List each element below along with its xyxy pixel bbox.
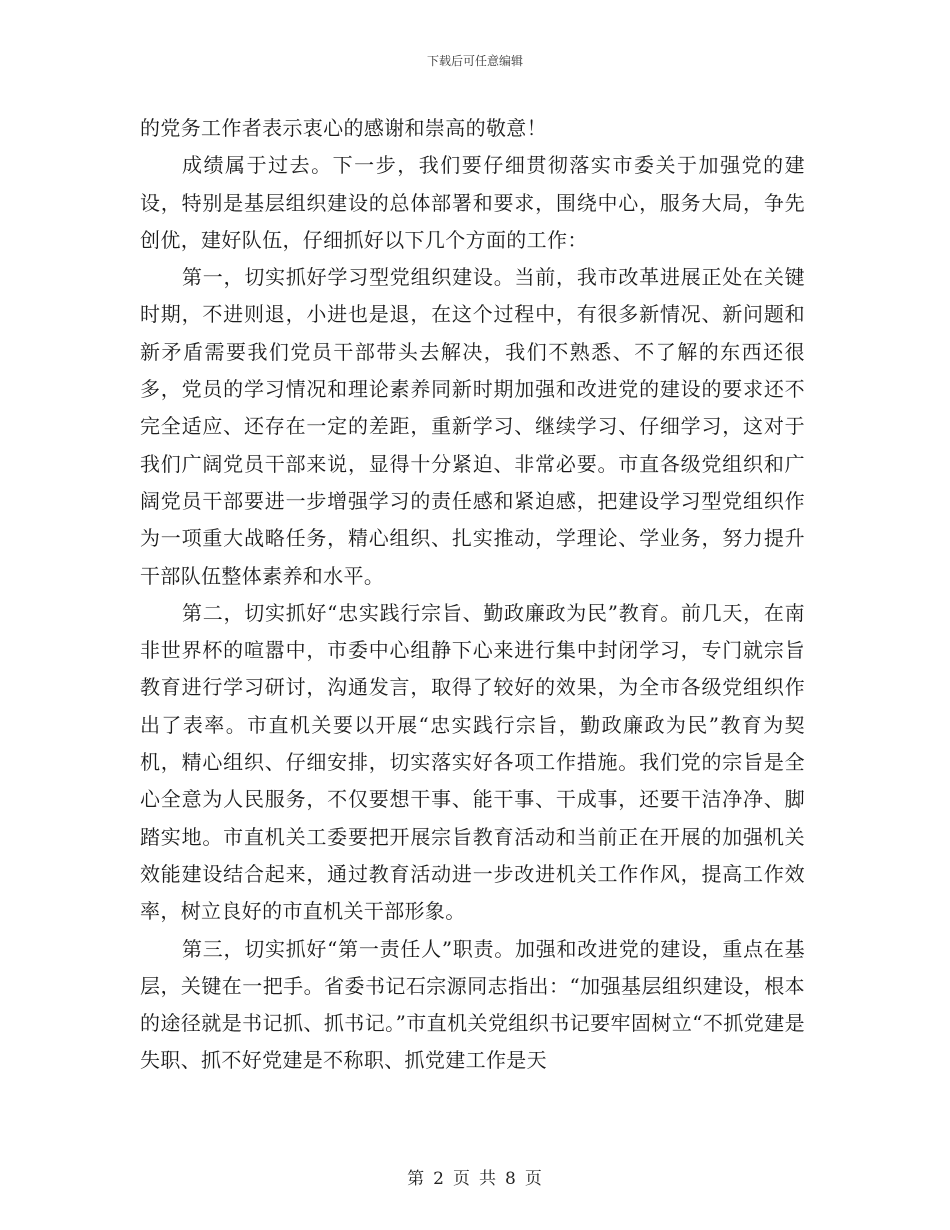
document-body xyxy=(140,110,805,1080)
paragraph-2: 成绩属于过去。下一步，我们要仔细贯彻落实市委关于加强党的建设，特别是基层组织建设的总体部署和要求，围绕中心，服务大局，争先创优，建好队伍，仔细抓好以下几个方面的工作： xyxy=(140,153,805,252)
header-note: 下载后可任意编辑 xyxy=(426,54,523,68)
paragraph-4: 第二，切实抓好“忠实践行宗旨、勤政廉政为民”教育。前几天，在南非世界杯的喧嚣中，市委中心组静下心来进行集中封闭学习，专门就宗旨教育进行学习研讨，沟通发言，取得了较好的效果，为全市各级党组织作出了表率。市直机关要以开展“忠实践行宗旨，勤政廉政为民”教育为契机，精心组织、仔细安排，切实落实好各项工作措施。我们党的宗旨是全心全意为人民服务，不仅要想干事、能干事、干成事，还要干洁净净、脚踏实地。市直机关工委要把开展宗旨教育活动和当前正在开展的加强机关效能建设结合起来，通过教育活动进一步改进机关工作作风，提高工作效率，树立良好的市直机关干部形象。 xyxy=(140,600,805,924)
paragraph-5: 第三，切实抓好“第一责任人”职责。加强和改进党的建设，重点在基层，关键在一把手。省委书记石宗源同志指出：“加强基层组织建设，根本的途径就是书记抓、抓书记。”市直机关党组织书记要牢固树立“不抓党建是失职、抓不好党建是不称职、抓党建工作是天 xyxy=(140,936,805,1073)
page-number-footer xyxy=(0,1164,950,1189)
current-page-number: 2 xyxy=(433,1169,445,1189)
page-label: 页 xyxy=(453,1169,471,1189)
total-page-count: 8 xyxy=(505,1169,517,1189)
total-label: 共 xyxy=(479,1169,497,1189)
paragraph-3: 第一，切实抓好学习型党组织建设。当前，我市改革进展正处在关键时期，不进则退，小进也是退，在这个过程中，有很多新情况、新问题和新矛盾需要我们党员干部带头去解决，我们不熟悉、不了解的东西还很多，党员的学习情况和理论素养同新时期加强和改进党的建设的要求还不完全适应、还存在一定的差距，重新学习、继续学习、仔细学习，这对于我们广阔党员干部来说，显得十分紧迫、非常必要。市直各级党组织和广阔党员干部要进一步增强学习的责任感和紧迫感，把建设学习型党组织作为一项重大战略任务，精心组织、扎实推动，学理论、学业务，努力提升干部队伍整体素养和水平。 xyxy=(140,265,805,588)
page-prefix: 第 xyxy=(407,1169,426,1189)
page-suffix: 页 xyxy=(524,1169,543,1189)
paragraph-1: 的党务工作者表示衷心的感谢和崇高的敬意！ xyxy=(140,116,547,140)
